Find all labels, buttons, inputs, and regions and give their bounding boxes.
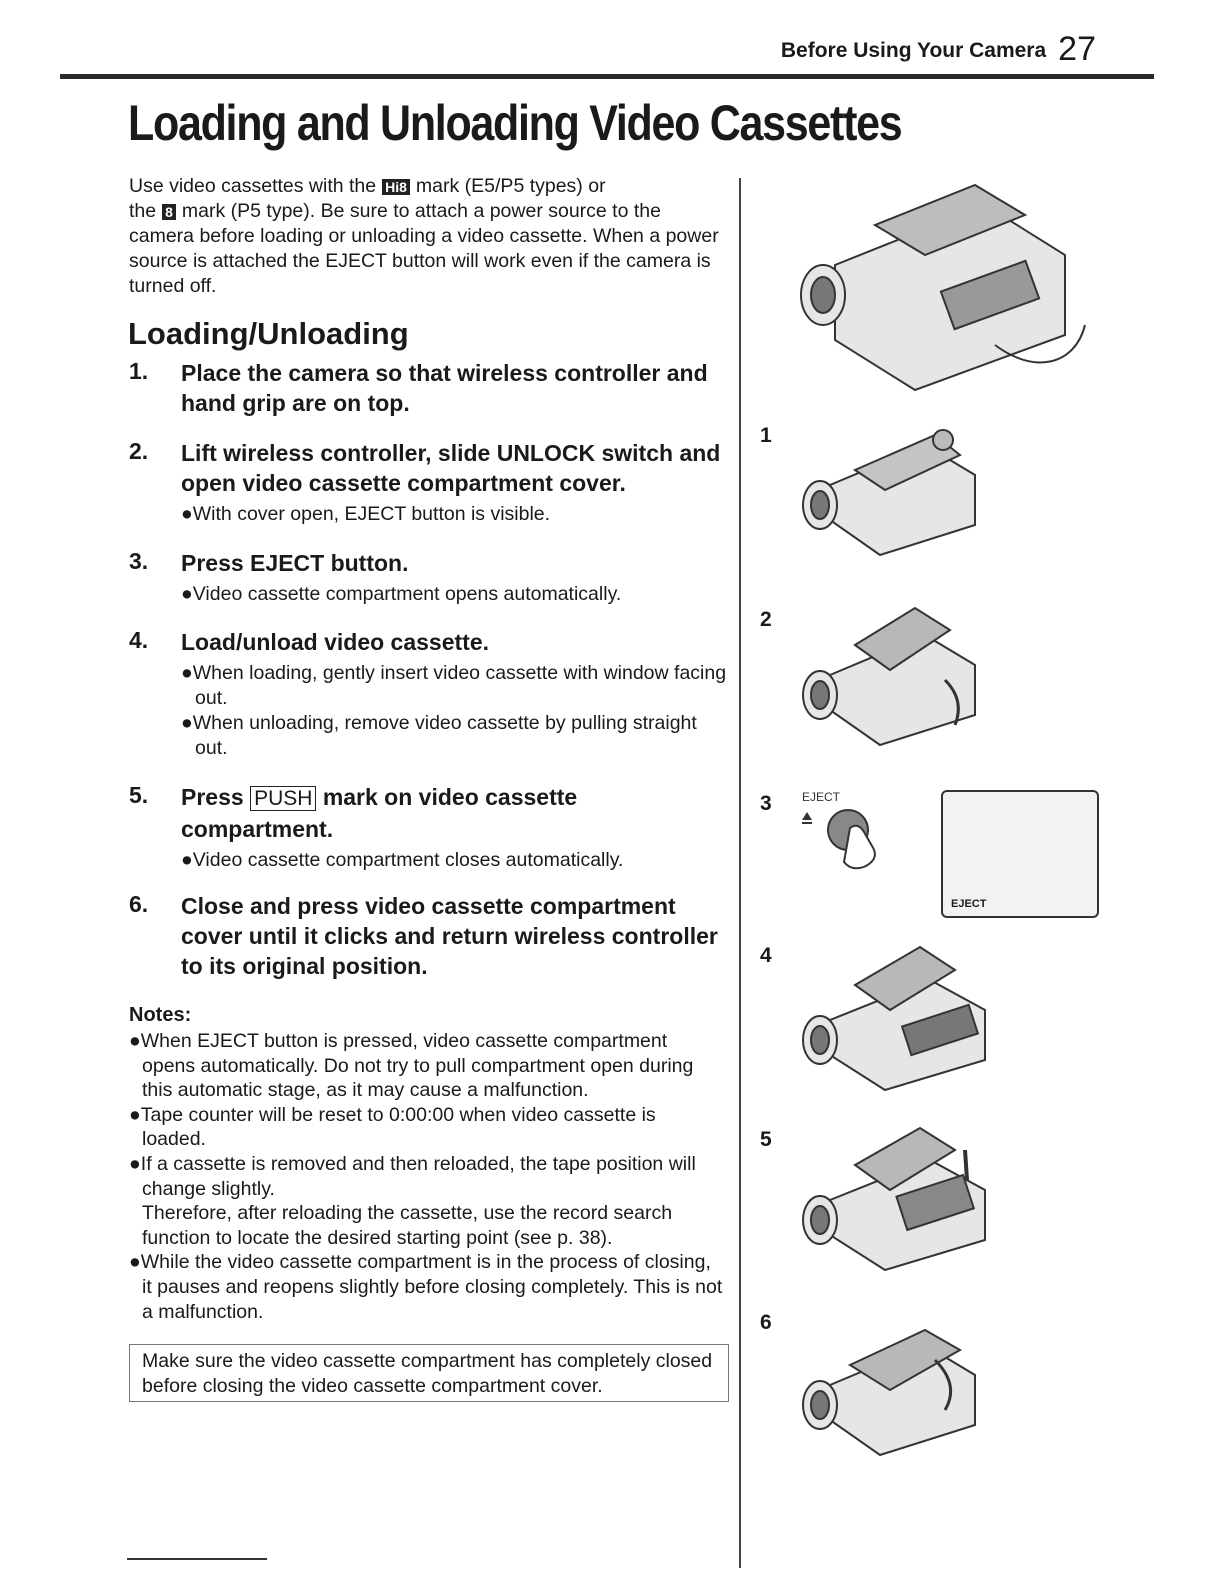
note-item: ●Tape counter will be reset to 0:00:00 when video cassette is loaded. (129, 1103, 656, 1151)
figure-label-2: 2 (760, 608, 772, 631)
figure-label-1: 1 (760, 424, 772, 447)
intro-text: Use video cassettes with the (129, 175, 377, 197)
running-header (781, 30, 1096, 69)
figure-label-6: 6 (760, 1311, 772, 1334)
header-rule (60, 74, 1154, 79)
step-number: 4. (129, 627, 149, 653)
step-text: mark on video cassette compartment. (181, 784, 578, 842)
viewfinder-screen (941, 790, 1099, 918)
step-text: Place the camera so that wireless controller and hand grip are on top. (181, 360, 708, 416)
step-number: 3. (129, 548, 149, 574)
step-text: Press EJECT button. (181, 550, 409, 576)
camera-illustration-step-6 (795, 1305, 995, 1460)
column-divider (739, 178, 741, 1568)
8-mark: 8 (162, 204, 176, 220)
step-note: ●With cover open, EJECT button is visible. (181, 503, 551, 525)
step-1 (129, 358, 729, 418)
step-number: 6. (129, 891, 149, 917)
step-note: ●When unloading, remove video cassette by pulling straight out. (181, 712, 697, 759)
notes-list (129, 1029, 724, 1324)
note-item-continued: Therefore, after reloading the cassette, use the record search function to locate the desired starting point (see p. 38). (142, 1202, 673, 1249)
step-text: Press (181, 784, 244, 810)
step-6 (129, 891, 729, 981)
camera-illustration-step-5 (795, 1120, 1010, 1275)
step-text: Load/unload video cassette. (181, 629, 490, 655)
figure-label-4: 4 (760, 944, 772, 967)
eject-button-illustration (800, 788, 910, 873)
note-item: ●While the video cassette compartment is in the process of closing, it pauses and reopens slightly before closing completely. This is not a malfunction. (129, 1251, 723, 1323)
step-3 (129, 548, 729, 607)
page-title: Loading and Unloading Video Cassettes (128, 95, 902, 151)
page-number: 27 (1058, 30, 1096, 68)
step-4 (129, 627, 729, 761)
step-5 (129, 782, 729, 873)
notes-title: Notes: (129, 1004, 192, 1026)
camera-illustration-step-1 (795, 420, 995, 560)
step-number: 2. (129, 438, 149, 464)
intro-text: mark (P5 type). Be sure to attach a power source to (181, 200, 629, 222)
push-mark: PUSH (250, 786, 316, 811)
note-item: ●If a cassette is removed and then reloaded, the tape position will change slightly. (129, 1152, 696, 1200)
footer-rule (127, 1558, 267, 1560)
camera-illustration-step-4 (795, 935, 1010, 1095)
step-number: 1. (129, 358, 149, 384)
step-note: ●Video cassette compartment opens automatically. (181, 583, 622, 605)
figure-label-5: 5 (760, 1128, 772, 1151)
step-text: Close and press video cassette compartment cover until it clicks and return wireless controller to its original position. (181, 893, 718, 979)
intro-paragraph (129, 174, 719, 299)
step-number: 5. (129, 782, 149, 808)
screen-eject-label: EJECT (951, 898, 987, 910)
camera-illustration-step-2 (795, 600, 995, 750)
camera-illustration-overview (795, 175, 1095, 400)
hi8-mark: Hi8 (382, 179, 410, 195)
caution-box: Make sure the video cassette compartment has completely closed before closing the video cassette compartment cover. (129, 1344, 729, 1402)
intro-text: mark (E5/P5 types) or (415, 175, 606, 197)
step-note: ●Video cassette compartment closes automatically. (181, 849, 624, 871)
section-title: Loading/Unloading (128, 316, 409, 351)
eject-label: EJECT (802, 790, 841, 804)
step-text: Lift wireless controller, slide UNLOCK switch and open video cassette compartment cover. (181, 440, 721, 496)
step-2 (129, 438, 729, 527)
header-section: Before Using Your Camera (780, 39, 1047, 62)
step-note: ●When loading, gently insert video cassette with window facing out. (181, 662, 727, 709)
intro-text: the camera before loading or unloading a video cassette. When a power source is attached the EJECT button will work even if the camera is turned off. (129, 200, 719, 297)
intro-text: the (129, 200, 157, 222)
figure-label-3: 3 (760, 792, 772, 815)
note-item: ●When EJECT button is pressed, video cassette compartment opens automatically. Do not try to pull compartment open during this automatic stage, as it may cause a malfunction. (129, 1030, 694, 1102)
